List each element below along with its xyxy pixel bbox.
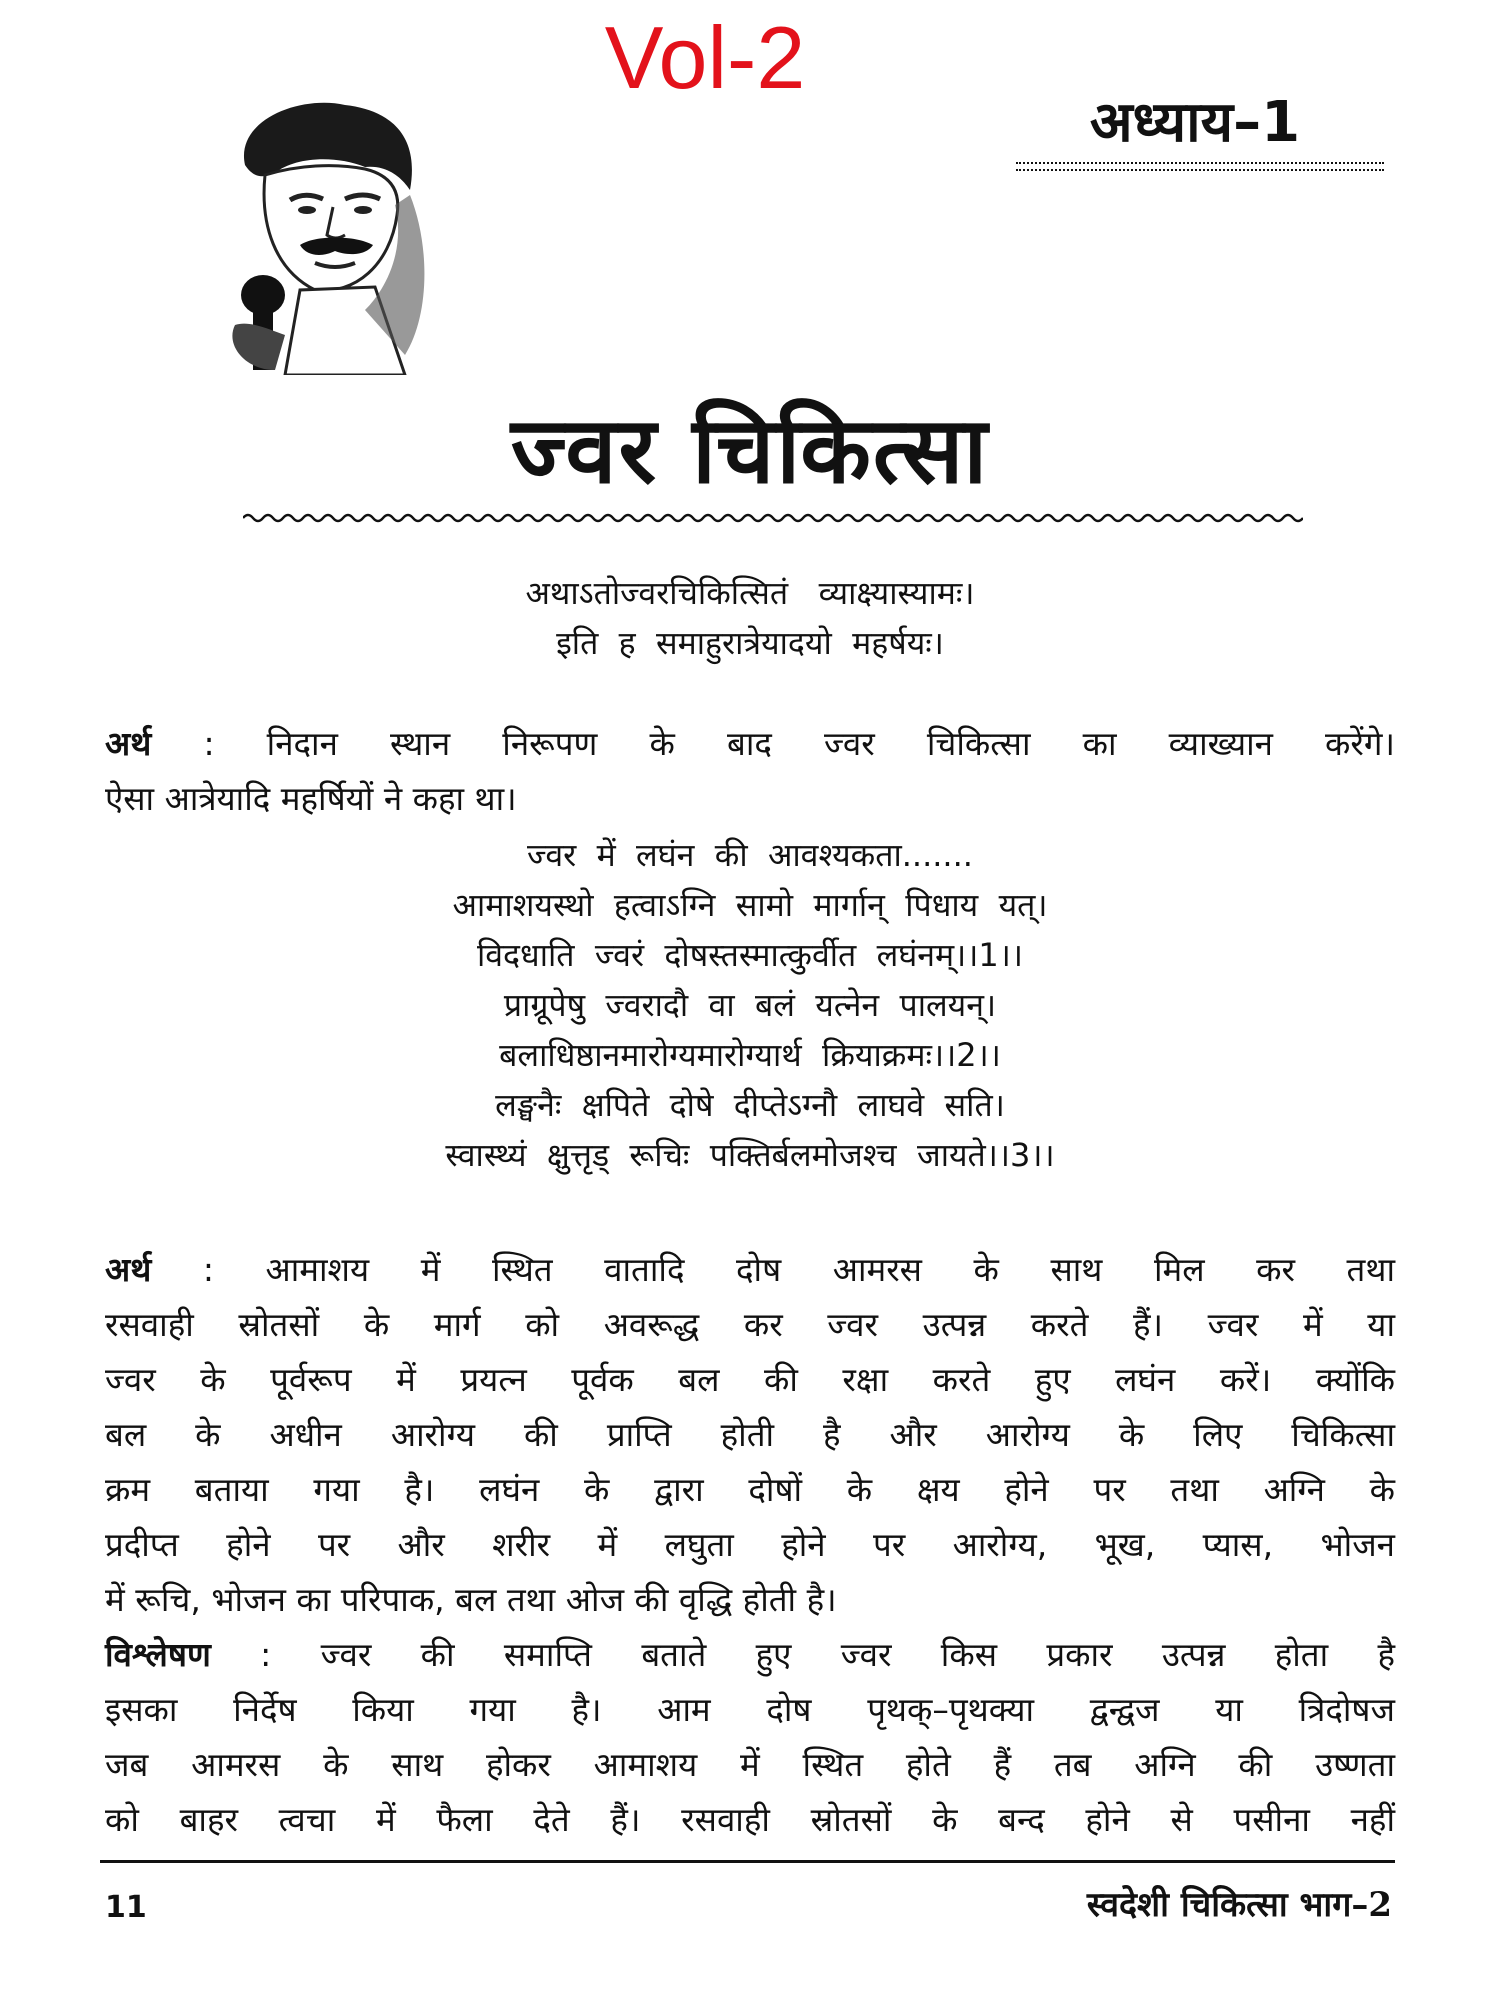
volume-label: Vol-2 <box>604 8 806 107</box>
paragraph-line: जब आमरस के साथ होकर आमाशय में स्थित होते हैं तब अग्नि की उष्णता <box>105 1745 1395 1784</box>
page-title: ज्वर चिकित्सा <box>510 396 990 504</box>
verse-line: विदधाति ज्वरं दोषस्तस्मात्कुर्वीत लघंनम्।।1।। <box>476 936 1024 974</box>
chapter-underline <box>1016 162 1384 171</box>
paragraph-line: अर्थ : आमाशय में स्थित वातादि दोष आमरस के साथ मिल कर तथा <box>105 1250 1395 1289</box>
paragraph-line: अर्थ : निदान स्थान निरूपण के बाद ज्वर चिकित्सा का व्याख्यान करेंगे। <box>105 724 1395 763</box>
verse-line: प्राग्रूपेषु ज्वरादौ वा बलं यत्नेन पालयन्। <box>503 986 997 1024</box>
chapter-heading: अध्याय–1 <box>1089 90 1301 155</box>
analysis-label: विश्लेषण <box>105 1635 211 1674</box>
verse-line: आमाशयस्थो हत्वाऽग्नि सामो मार्गान् पिधाय यत्। <box>452 886 1048 924</box>
verse-line: स्वास्थ्यं क्षुत्तृड् रूचिः पक्तिर्बलमोजश्च जायते।।3।। <box>445 1136 1055 1174</box>
meaning-label: अर्थ <box>105 1250 152 1289</box>
paragraph-line: ज्वर के पूर्वरूप में प्रयत्न पूर्वक बल की रक्षा करते हुए लघंन करें। क्योंकि <box>105 1360 1395 1399</box>
verse-line: लङ्घनैः क्षपिते दोषे दीप्तेऽग्नौ लाघवे सति। <box>495 1086 1005 1124</box>
paragraph-line: क्रम बताया गया है। लघंन के द्वारा दोषों के क्षय होने पर तथा अग्नि के <box>105 1470 1395 1509</box>
verse-line: इति ह समाहुरात्रेयादयो महर्षयः। <box>556 624 944 662</box>
verse-line: बलाधिष्ठानमारोग्यमारोग्यार्थ क्रियाक्रमः।।2।। <box>499 1036 1001 1074</box>
paragraph-line: को बाहर त्वचा में फैला देते हैं। रसवाही स्रोतसों के बन्द होने से पसीना नहीं <box>105 1800 1395 1839</box>
paragraph-line: बल के अधीन आरोग्य की प्राप्ति होती है और आरोग्य के लिए चिकित्सा <box>105 1415 1395 1454</box>
page-number: 11 <box>105 1890 147 1925</box>
paragraph-line: विश्लेषण : ज्वर की समाप्ति बताते हुए ज्वर किस प्रकार उत्पन्न होता है <box>105 1635 1395 1674</box>
portrait-sketch-icon <box>205 95 445 375</box>
section-heading: ज्वर में लघंन की आवश्यकता....... <box>527 836 973 874</box>
book-title: स्वदेशी चिकित्सा भाग–2 <box>1086 1885 1392 1925</box>
title-underline-decoration <box>243 508 1303 528</box>
footer-divider <box>100 1860 1395 1863</box>
meaning-label: अर्थ <box>105 724 152 763</box>
verse-line: अथाऽतोज्वरचिकित्सितं व्याक्ष्यास्यामः। <box>525 574 975 612</box>
paragraph-line: रसवाही स्रोतसों के मार्ग को अवरूद्ध कर ज्वर उत्पन्न करते हैं। ज्वर में या <box>105 1305 1395 1344</box>
paragraph-line: प्रदीप्त होने पर और शरीर में लघुता होने पर आरोग्य, भूख, प्यास, भोजन <box>105 1525 1395 1564</box>
paragraph-line: ऐसा आत्रेयादि महर्षियों ने कहा था। <box>105 779 517 818</box>
paragraph-line: इसका निर्देष किया गया है। आम दोष पृथक्–पृथक्या द्वन्द्वज या त्रिदोषज <box>105 1690 1395 1729</box>
paragraph-line: में रूचि, भोजन का परिपाक, बल तथा ओज की वृद्धि होती है। <box>105 1580 837 1619</box>
